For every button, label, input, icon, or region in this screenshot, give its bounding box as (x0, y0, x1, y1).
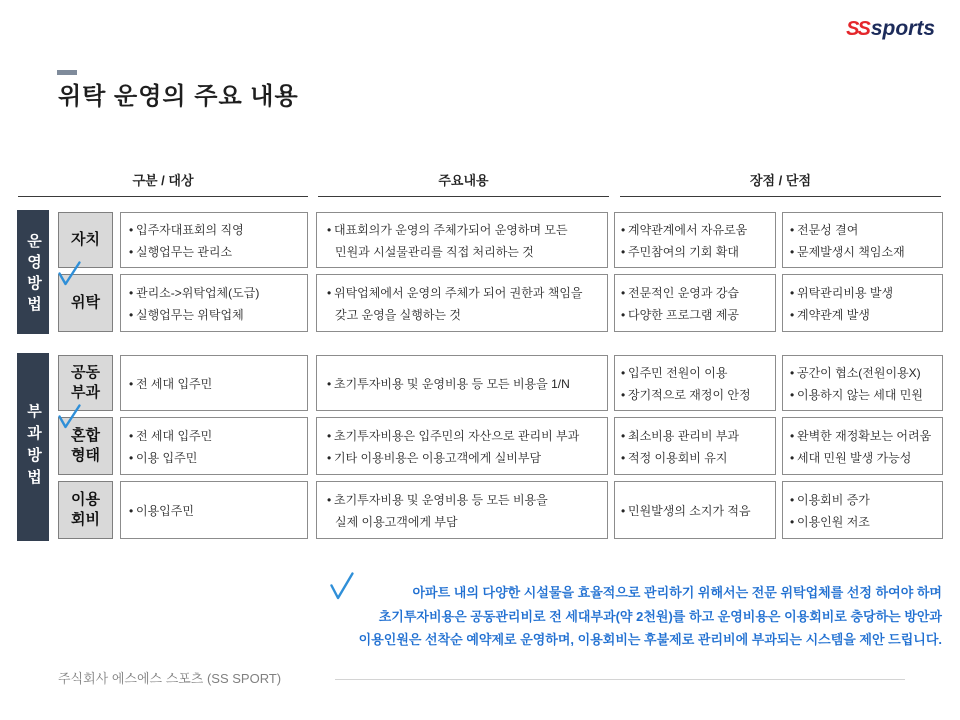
pros-cell (614, 355, 776, 411)
target-cell (120, 274, 308, 332)
bullet-icon (621, 282, 628, 304)
section-label-operation (17, 210, 49, 334)
pros-cell (614, 212, 776, 268)
cons-cell (782, 355, 943, 411)
check-icon (329, 572, 354, 601)
cons-cell (782, 274, 943, 332)
column-header-content: 주요내용 (438, 173, 489, 188)
item-text: 이용입주민 (136, 504, 194, 518)
item-text: 입주자대표회의 직영 (136, 223, 244, 237)
bullet-icon (327, 373, 334, 395)
bullet-icon (621, 241, 628, 263)
list-item (621, 282, 773, 304)
item-text: 전 세대 입주민 (136, 429, 213, 443)
row-label-line: 부과 (71, 384, 100, 401)
item-text: 문제발생시 책임소재 (797, 245, 905, 259)
row-label-joint-levy (58, 355, 113, 411)
item-text: 세대 민원 발생 가능성 (797, 451, 912, 465)
item-text: 기타 이용비용은 이용고객에게 실비부담 (334, 451, 542, 465)
item-text: 전문적인 운영과 강습 (628, 286, 739, 300)
list-item (790, 425, 940, 447)
bullet-icon (327, 489, 334, 511)
list-item (790, 384, 940, 406)
description-cell (316, 417, 608, 475)
item-text: 전 세대 입주민 (136, 377, 213, 391)
item-text-continuation: 갖고 운영을 실행하는 것 (335, 308, 461, 322)
description-cell (316, 481, 608, 539)
footer-divider (335, 679, 905, 680)
list-item (129, 425, 305, 447)
bullet-icon (790, 425, 797, 447)
row-label-line: 혼합 (71, 427, 100, 444)
bullet-icon (790, 362, 797, 384)
cons-cell (782, 212, 943, 268)
cons-cell (782, 417, 943, 475)
list-item (621, 219, 773, 241)
item-text: 실행업무는 관리소 (136, 245, 233, 259)
bullet-icon (129, 219, 136, 241)
note-line: 초기투자비용은 공동관리비로 전 세대부과(약 2천원)를 하고 운영비용은 이용회비로 충당하는 방안과 (378, 608, 942, 624)
item-text: 이용 입주민 (136, 451, 198, 465)
item-text: 이용하지 않는 세대 민원 (797, 388, 923, 402)
row-label-line: 형태 (71, 447, 100, 464)
target-cell (120, 481, 308, 539)
header-divider (318, 196, 609, 197)
bullet-icon (327, 425, 334, 447)
bullet-icon (790, 489, 797, 511)
list-item (621, 447, 773, 469)
list-item (129, 219, 305, 241)
note-line: 아파트 내의 다양한 시설물을 효율적으로 관리하기 위해서는 전문 위탁업체를 선정 하여야 하며 (412, 585, 942, 600)
list-item (327, 447, 605, 469)
target-cell (120, 355, 308, 411)
cons-cell (782, 481, 943, 539)
row-label-line: 회비 (71, 511, 100, 528)
note-line: 이용인원은 선착순 예약제로 운영하며, 이용회비는 후불제로 관리비에 부과되는 시스템을 제안 드립니다. (358, 632, 942, 647)
bullet-icon (621, 384, 628, 406)
bullet-icon (327, 282, 334, 304)
bullet-icon (621, 447, 628, 469)
list-item (790, 282, 940, 304)
row-label-line: 이용 (71, 491, 100, 508)
list-item (790, 447, 940, 469)
row-label-line: 공동 (71, 364, 100, 381)
item-text: 민원발생의 소지가 적음 (628, 504, 751, 518)
item-text: 계약관계 발생 (797, 308, 870, 322)
item-text: 위탁관리비용 발생 (797, 286, 894, 300)
company-logo (846, 16, 935, 42)
bullet-icon (790, 447, 797, 469)
list-item (129, 241, 305, 263)
bullet-icon (129, 447, 136, 469)
item-text: 계약관계에서 자유로움 (628, 223, 748, 237)
target-cell (120, 417, 308, 475)
bullet-icon (129, 241, 136, 263)
section-label-text: 운영방법 (25, 233, 42, 317)
header-divider (18, 196, 308, 197)
item-text: 적정 이용회비 유지 (628, 451, 728, 465)
item-text: 대표회의가 운영의 주체가되어 운영하며 모든 (334, 223, 568, 237)
description-cell (316, 274, 608, 332)
bullet-icon (621, 362, 628, 384)
list-item (621, 425, 773, 447)
list-item (327, 219, 605, 263)
section-label-text: 부과방법 (25, 403, 42, 491)
header-divider (620, 196, 941, 197)
row-label-line: 위탁 (71, 294, 100, 311)
row-label-line: 자치 (71, 231, 100, 248)
item-text: 최소비용 관리비 부과 (628, 429, 739, 443)
logo-wordmark: sports (870, 17, 935, 40)
list-item (327, 282, 605, 326)
bullet-icon (129, 425, 136, 447)
list-item (621, 241, 773, 263)
item-text-continuation: 실제 이용고객에게 부담 (335, 515, 458, 529)
list-item (790, 489, 940, 511)
list-item (621, 384, 773, 406)
check-icon (57, 404, 81, 430)
bullet-icon (790, 304, 797, 326)
bullet-icon (129, 304, 136, 326)
item-text: 초기투자비용 및 운영비용 등 모든 비용을 (334, 493, 548, 507)
item-text: 공간이 협소(전원이용X) (797, 366, 921, 380)
list-item (129, 282, 305, 304)
list-item (621, 500, 773, 522)
item-text: 완벽한 재정확보는 어려움 (797, 429, 932, 443)
list-item (621, 304, 773, 326)
page-title: 위탁 운영의 주요 내용 (58, 83, 299, 110)
row-label-usage-fee (58, 481, 113, 539)
item-text: 초기투자비용은 입주민의 자산으로 관리비 부과 (334, 429, 580, 443)
item-text: 이용회비 증가 (797, 493, 870, 507)
title-accent-bar (57, 70, 77, 75)
column-header-category: 구분 / 대상 (132, 173, 194, 188)
list-item (129, 373, 305, 395)
list-item (790, 362, 940, 384)
item-text: 초기투자비용 및 운영비용 등 모든 비용을 1/N (334, 377, 570, 391)
bullet-icon (790, 384, 797, 406)
bullet-icon (129, 500, 136, 522)
item-text: 관리소->위탁업체(도급) (136, 286, 260, 300)
item-text: 이용인원 저조 (797, 515, 870, 529)
bullet-icon (129, 282, 136, 304)
bullet-icon (790, 219, 797, 241)
item-text: 입주민 전원이 이용 (628, 366, 728, 380)
pros-cell (614, 417, 776, 475)
bullet-icon (621, 500, 628, 522)
bullet-icon (790, 241, 797, 263)
bullet-icon (327, 219, 334, 241)
list-item (129, 447, 305, 469)
bullet-icon (621, 425, 628, 447)
list-item (790, 304, 940, 326)
footer-company: 주식회사 에스에스 스포츠 (SS SPORT) (58, 671, 282, 686)
check-icon (57, 261, 81, 287)
list-item (790, 241, 940, 263)
bullet-icon (327, 447, 334, 469)
item-text: 장기적으로 재정이 안정 (628, 388, 751, 402)
item-text: 전문성 결여 (797, 223, 859, 237)
logo-mark: SS (846, 18, 869, 40)
item-text: 실행업무는 위탁업체 (136, 308, 244, 322)
bullet-icon (790, 282, 797, 304)
list-item (790, 511, 940, 533)
pros-cell (614, 274, 776, 332)
bullet-icon (621, 219, 628, 241)
target-cell (120, 212, 308, 268)
bullet-icon (790, 511, 797, 533)
bullet-icon (621, 304, 628, 326)
item-text: 주민참여의 기회 확대 (628, 245, 739, 259)
item-text: 위탁업체에서 운영의 주체가 되어 권한과 책임을 (334, 286, 583, 300)
bullet-icon (129, 373, 136, 395)
list-item (327, 373, 605, 395)
list-item (129, 304, 305, 326)
list-item (621, 362, 773, 384)
column-header-pros-cons: 장점 / 단점 (749, 173, 812, 188)
item-text: 다양한 프로그램 제공 (628, 308, 739, 322)
section-label-billing (17, 353, 49, 541)
list-item (790, 219, 940, 241)
list-item (129, 500, 305, 522)
row-label-self-governance (58, 212, 113, 268)
list-item (327, 425, 605, 447)
item-text-continuation: 민원과 시설물관리를 직접 처리하는 것 (335, 245, 534, 259)
description-cell (316, 212, 608, 268)
list-item (327, 489, 605, 533)
description-cell (316, 355, 608, 411)
pros-cell (614, 481, 776, 539)
